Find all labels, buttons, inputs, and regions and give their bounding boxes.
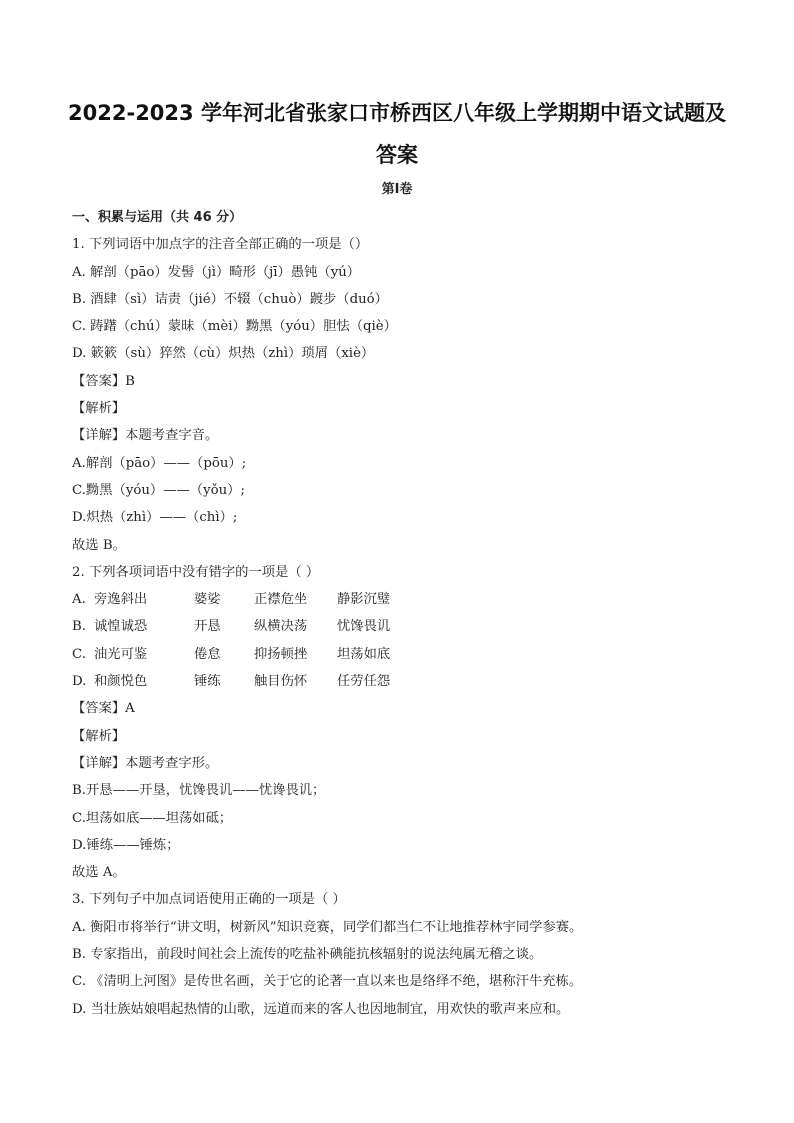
option-term: 诚惶诚恐 [94,619,148,635]
section-heading: 一、积累与运用（共 46 分） [72,210,243,225]
question-1-option-b: B. 酒肆（sì）诘责（jié）不辍（chuò）踱步（duó） [72,291,388,307]
question-1-analysis-label: 【解析】 [72,401,126,417]
option-term: 倦怠 [194,646,221,662]
option-term: 正襟危坐 [254,592,308,608]
question-2-note-c: C.坦荡如底——坦荡如砥； [72,810,233,826]
question-2-stem: 2. 下列各项词语中没有错字的一项是（ ） [72,564,320,580]
question-2-option-d [72,668,732,695]
option-term: 触目伤怀 [254,674,308,690]
question-1-conclusion: 故选 B。 [72,537,126,553]
question-2-detail: 【详解】本题考查字形。 [72,755,219,771]
option-term: 旁逸斜出 [94,592,148,608]
question-1-stem: 1. 下列词语中加点字的注音全部正确的一项是（） [72,237,369,253]
document-title: 2022-2023 学年河北省张家口市桥西区八年级上学期期中语文试题及答案 [68,101,726,167]
question-3-option-d: D. 当壮族姑娘唱起热情的山歌，远道而来的客人也因地制宜，用欢快的歌声来应和。 [72,1001,570,1017]
option-letter: A. [72,592,86,608]
option-term: 婆娑 [194,592,221,608]
question-3-option-c: C. 《清明上河图》是传世名画，关于它的论著一直以来也是络绎不绝，堪称汗牛充栋。 [72,974,583,990]
option-term: 坦荡如底 [337,646,391,662]
question-3-option-a: A. 衡阳市将举行“讲文明，树新风”知识竞赛，同学们都当仁不让地推荐林宇同学参赛。 [72,919,583,935]
option-term: 纵横决荡 [254,619,308,635]
option-letter: D. [72,674,87,690]
option-term: 油光可鉴 [94,646,148,662]
option-term: 锤练 [194,674,221,690]
question-1-option-d: D. 簌簌（sù）猝然（cù）炽热（zhì）琐屑（xiè） [72,346,375,362]
question-2-analysis-label: 【解析】 [72,728,126,744]
question-1-option-a: A. 解剖（pāo）发髻（jì）畸形（jī）愚钝（yú） [72,264,361,280]
question-1-note-d: D.炽热（zhì）——（chì）; [72,510,238,526]
question-2-conclusion: 故选 A。 [72,865,126,881]
option-term: 忧馋畏讥 [337,619,391,635]
question-1-detail: 【详解】本题考查字音。 [72,428,219,444]
option-term: 抑扬顿挫 [254,646,308,662]
option-term: 和颜悦色 [94,674,148,690]
question-1-answer: 【答案】B [72,373,135,389]
document-body [72,204,732,1023]
question-2-answer: 【答案】A [72,701,135,717]
question-1-note-c: C.黝黑（yóu）——（yǒu）; [72,482,245,498]
volume-label: 第Ⅰ卷 [381,182,413,197]
option-term: 静影沉璧 [337,592,391,608]
question-2-note-b: B.开恳——开垦，忧馋畏讥——忧谗畏讥； [72,783,326,799]
option-letter: C. [72,646,86,662]
question-1-note-a: A.解剖（pāo）——（pōu）; [72,455,247,471]
question-2-option-a [72,586,732,613]
question-2-option-b [72,613,732,640]
option-term: 开恳 [194,619,221,635]
option-term: 任劳任怨 [337,674,391,690]
question-1-option-c: C. 踌躇（chú）蒙昧（mèi）黝黑（yóu）胆怯（qiè） [72,319,397,335]
question-3-stem: 3. 下列句子中加点词语使用正确的一项是（ ） [72,892,346,908]
question-3-option-b: B. 专家指出，前段时间社会上流传的吃盐补碘能抗核辐射的说法纯属无稽之谈。 [72,947,543,963]
option-letter: B. [72,619,86,635]
question-2-note-d: D.锤练——锤炼； [72,837,180,853]
question-2-option-c [72,641,732,668]
